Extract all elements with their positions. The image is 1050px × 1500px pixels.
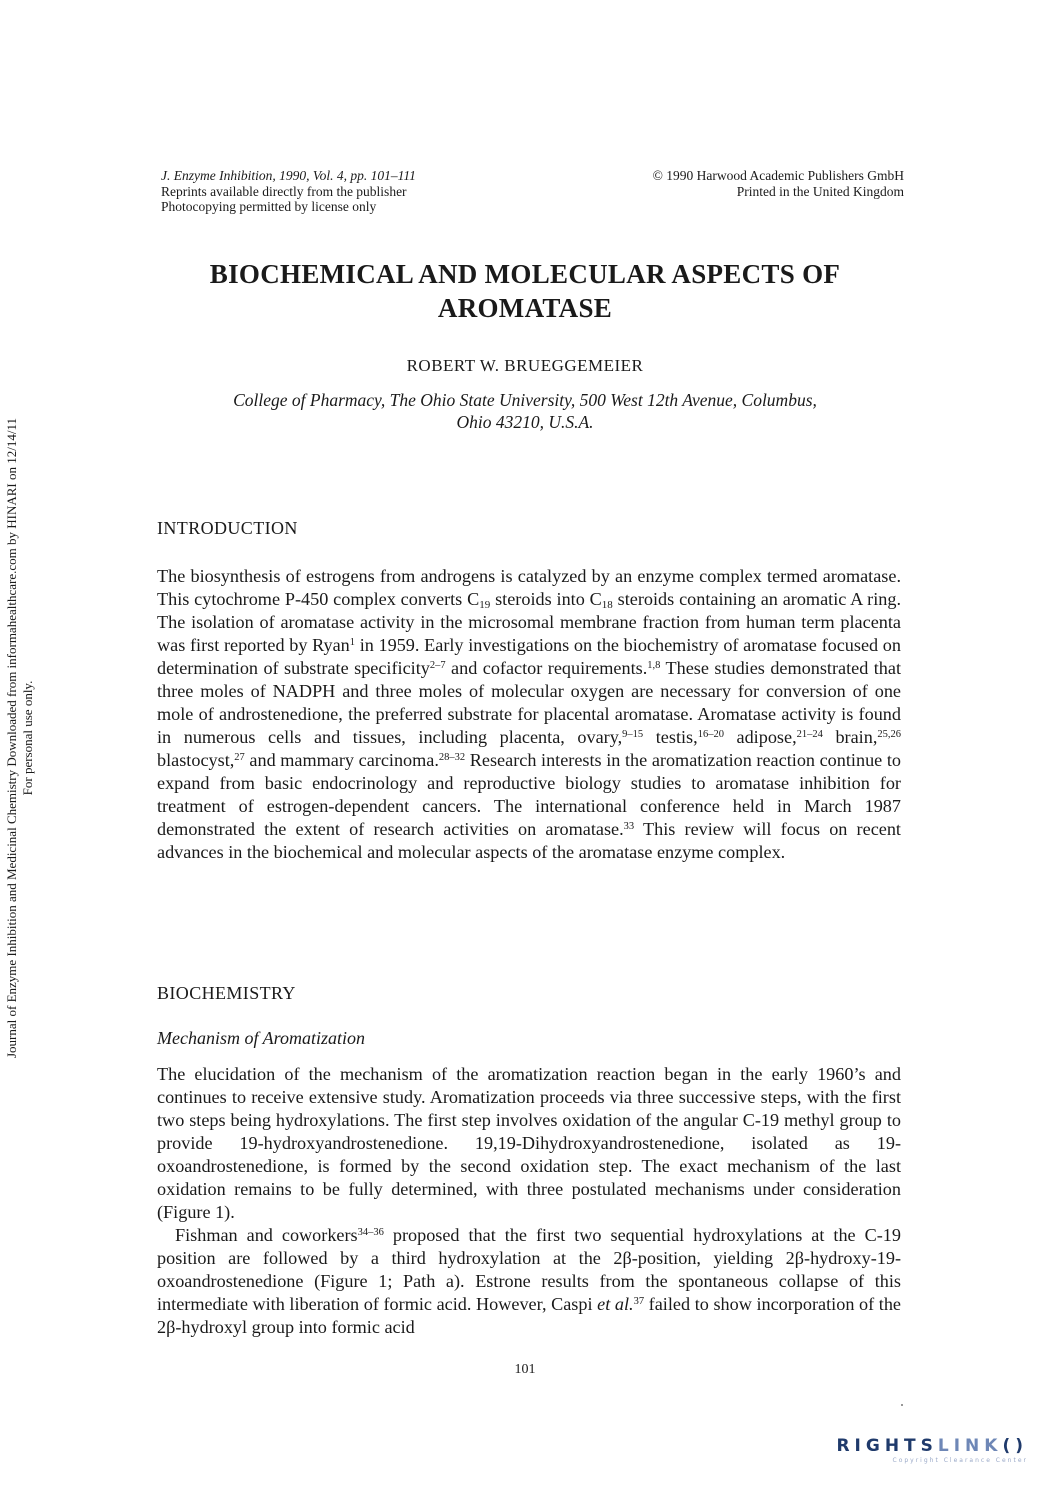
journal-header-left [161,168,416,215]
watermark-line-2: For personal use only. [20,680,35,796]
copyright-notice: © 1990 Harwood Academic Publishers GmbH [652,168,904,183]
watermark-line-1: Journal of Enzyme Inhibition and Medicinal Chemistry Downloaded from informahealthcare.com by HINARI on 12/14/11 [4,418,19,1058]
section-heading-introduction: INTRODUCTION [157,518,298,538]
affiliation-line-2: Ohio 43210, U.S.A. [456,412,594,432]
section-heading-biochemistry: BIOCHEMISTRY [157,983,296,1003]
title-line-2: AROMATASE [437,293,613,323]
rightslink-tagline: Copyright Clearance Center [892,1457,1028,1464]
printed-in-notice: Printed in the United Kingdom [736,183,904,199]
journal-header-right [653,168,904,199]
author-name: ROBERT W. BRUEGGEMEIER [406,356,644,375]
introduction-paragraph: The biosynthesis of estrogens from androgens is catalyzed by an enzyme complex termed aromatase. This cytochrome P-450 complex converts $C_{19}$ steroids into $C_{18}$ steroids containing an aromatic A ring. The isolation of aromatase activity in the microsomal membrane fraction from human term placenta was first reported by Ryan$^1$ in 1959. Early investigations on the biochemistry of aromatase focused on determination of substrate specificity$^{2-7}$ and cofactor requirements.$^{1,8}$ These studies demonstrated that three moles of NADPH and three moles of molecular oxygen are necessary for conversion of one mole of androstenedione, the preferred substrate for placental aromatase. Aromatase activity is found in numerous cells and tissues, including placenta, ovary,$^{9-15}$ testis,$^{16-20}$ adipose,$^{21-24}$ brain,$^{25,26}$ blastocyst,$^{27}$ and mammary carcinoma.$^{28-32}$ Research interests in the aromatization reaction continue to expand from basic endocrinology and reproductive biology studies to aromatase inhibition for treatment of estrogen-dependent cancers. The international conference held in March 1987 demonstrated the extent of research activities on aromatase.$^{33}$ This review will focus on recent advances in the biochemical and molecular aspects of the aromatase enzyme complex. [157,566,902,862]
mechanism-paragraph-1: The elucidation of the mechanism of the aromatization reaction began in the early 1960’s and continues to receive extensive study. Aromatization proceeds via three successive steps, with the first two steps being hydroxylations. The first step involves oxidation of the angular C-19 methyl group to provide 19-hydroxyandrostenedione. 19,19-Dihydroxyandrostenedione, isolated as 19-oxoandrostenedione, is formed by the second oxidation step. The exact mechanism of the last oxidation remains to be fully determined, with three postulated mechanisms under consideration (Figure 1). [157,1064,901,1222]
rightslink-logo[interactable] [836,1436,1028,1464]
photocopy-notice: Photocopying permitted by license only [161,199,377,214]
author-affiliation [0,389,1050,433]
rightslink-wordmark: RIGHTSLINK() [836,1436,1028,1456]
article-title [0,257,1050,325]
subsection-heading-mechanism: Mechanism of Aromatization [157,1028,365,1048]
title-line-1: BIOCHEMICAL AND MOLECULAR ASPECTS OF [209,259,841,289]
affiliation-line-1: College of Pharmacy, The Ohio State University, 500 West 12th Avenue, Columbus, [233,390,817,410]
scan-speck [901,1404,903,1406]
page-number: 101 [514,1362,536,1377]
rightslink-mark-icon: () [1002,1436,1028,1456]
journal-citation: J. Enzyme Inhibition, 1990, Vol. 4, pp. 101–111 [161,168,416,183]
download-watermark [4,308,48,1168]
reprint-notice: Reprints available directly from the publisher [161,183,407,199]
mechanism-paragraph-2: Fishman and coworkers$^{34-36}$ proposed that the first two sequential hydroxylations at the C-19 position are followed by a third hydroxylation at the 2β-position, yielding 2β-hydroxy-19-oxoandrostenedione (Figure 1; Path a). Estrone results from the spontaneous collapse of this intermediate with liberation of formic acid. However, Caspi et al.$^{37}$ failed to show incorporation of the 2β-hydroxyl group into formic acid [157,1225,902,1337]
